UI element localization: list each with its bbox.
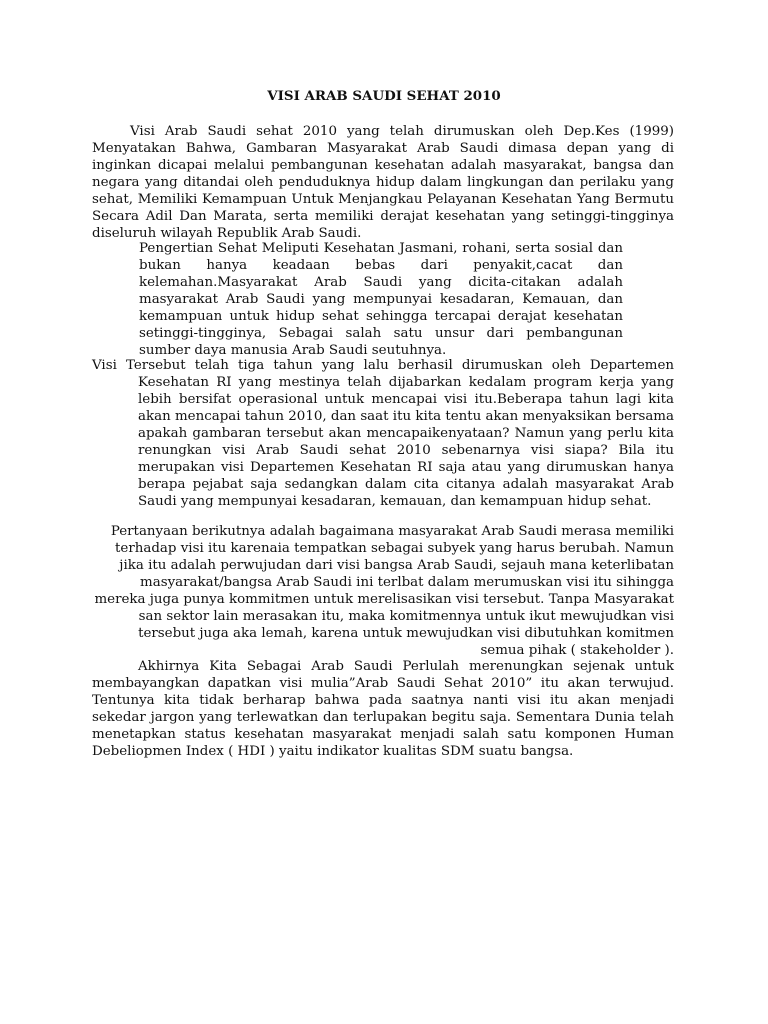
paragraph-pertanyaan: Pertanyaan berikutnya adalah bagaimana masyarakat Arab Saudi merasa memiliki terhadap visi itu karenaia tempatkan sebagai subyek yang harus berubah. Namun jika itu adalah perwujudan dari visi bangsa Arab Saudi, sejauh mana keterlibatan masyarakat/bangsa Arab Saudi ini terlbat dalam merumuskan visi itu sihingga mereka juga punya kommitmen untuk merelisasikan visi tersebut. Tanpa Masyarakat san sektor lain merasakan itu, maka komitmennya untuk ikut mewujudkan visi tersebut juga aka lemah, karena untuk mewujudkan visi dibutuhkan komitmen semua pihak ( stakeholder ). (94, 524, 674, 658)
paragraph-visi-tersebut: Visi Tersebut telah tiga tahun yang lalu berhasil dirumuskan oleh Departemen Kesehatan RI yang mestinya telah dijabarkan kedalam program kerja yang lebih bersifat operasional untuk mencapai visi itu.Beberapa tahun lagi kita akan mencapai tahun 2010, dan saat itu kita tentu akan menyaksikan bersama apakah gambaran tersebut akan mencapaikenyataan? Namun yang perlu kita renungkan visi Arab Saudi sehat 2010 sebenarnya visi siapa? Bila itu merupakan visi Departemen Kesehatan RI saja atau yang dirumuskan hanya berapa pejabat saja sedangkan dalam cita citanya adalah masyarakat Arab Saudi yang mempunyai kesadaran, kemauan, dan kemampuan hidup sehat. (92, 358, 674, 509)
paragraph-pengertian-sehat: Pengertian Sehat Meliputi Kesehatan Jasmani, rohani, serta sosial dan bukan hanya keadaan bebas dari penyakit,cacat dan kelemahan.Masyarakat Arab Saudi yang dicita-citakan adalah masyarakat Arab Saudi yang mempunyai kesadaran, Kemauan, dan kemampuan untuk hidup sehat sehingga tercapai derajat kesehatan setinggi-tingginya, Sebagai salah satu unsur dari pembangunan sumber daya manusia Arab Saudi seutuhnya. (139, 241, 623, 358)
document-title: VISI ARAB SAUDI SEHAT 2010 (267, 88, 501, 104)
paragraph-visi: Visi Arab Saudi sehat 2010 yang telah dirumuskan oleh Dep.Kes (1999) Menyatakan Bahwa, Gambaran Masyarakat Arab Saudi dimasa depan yang di inginkan dicapai melalui pembangunan kesehatan adalah masyarakat, bangsa dan negara yang ditandai oleh penduduknya hidup dalam lingkungan dan perilaku yang sehat, Memiliki Kemampuan Untuk Menjangkau Pelayanan Kesehatan Yang Bermutu Secara Adil Dan Marata, serta memiliki derajat kesehatan yang setinggi-tingginya diseluruh wilayah Republik Arab Saudi. (92, 124, 674, 241)
paragraph-akhirnya: Akhirnya Kita Sebagai Arab Saudi Perlulah merenungkan sejenak untuk membayangkan dapatkan visi mulia”Arab Saudi Sehat 2010” itu akan terwujud. Tentunya kita tidak berharap bahwa pada saatnya nanti visi itu akan menjadi sekedar jargon yang terlewatkan dan terlupakan begitu saja. Sementara Dunia telah menetapkan status kesehatan masyarakat menjadi salah satu komponen Human Debeliopmen Index ( HDI ) yaitu indikator kualitas SDM suatu bangsa. (92, 659, 674, 759)
